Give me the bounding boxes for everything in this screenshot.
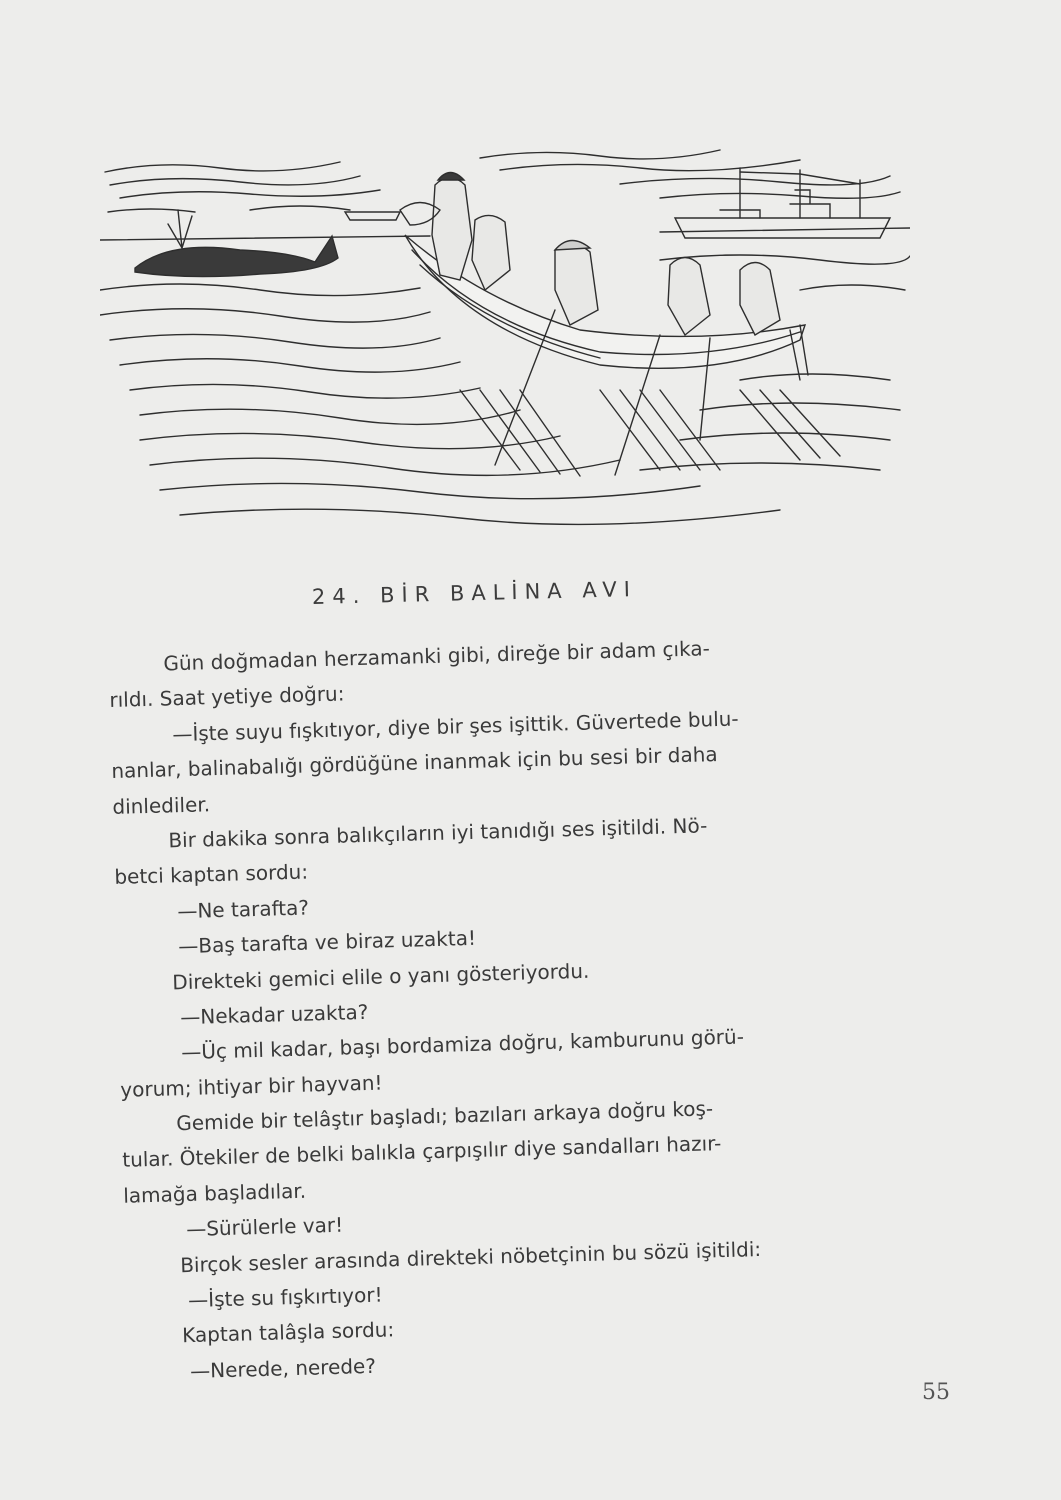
text-line: rıldı. Saat yetiye doğru: xyxy=(109,681,345,713)
chapter-title: BİR BALİNA AVI xyxy=(379,577,638,608)
text-line: tular. Ötekiler de belki balıkla çarpışılır diye sandalları hazır- xyxy=(121,1131,722,1173)
text-line: —İşte su fışkırtıyor! xyxy=(187,1282,383,1313)
text-line: dinlediler. xyxy=(112,791,211,819)
text-line: Bir dakika sonra balıkçıların iyi tanıdığı ses işitildi. Nö- xyxy=(168,813,708,853)
text-line: lamağa başladılar. xyxy=(122,1178,307,1208)
text-line: —Üç mil kadar, başı bordamiza doğru, kamburunu görü- xyxy=(180,1024,745,1065)
text-line: Direkteki gemici elile o yanı gösteriyordu. xyxy=(172,958,590,994)
story-text xyxy=(108,624,978,1391)
text-line: Kaptan talâşla sordu: xyxy=(181,1317,395,1348)
text-line: Birçok sesler arasında direkteki nöbetçinin bu sözü işitildi: xyxy=(179,1236,762,1277)
text-line: —Nekadar uzakta? xyxy=(179,999,369,1030)
text-line: Gemide bir telâştır başladı; bazıları arkaya doğru koş- xyxy=(175,1096,714,1136)
text-line: betci kaptan sordu: xyxy=(114,859,309,890)
text-line: —Ne tarafta? xyxy=(177,895,310,923)
text-line: —İşte suyu fışkıtıyor, diye bir şes işittik. Güvertede bulu- xyxy=(172,706,739,747)
text-line: yorum; ihtiyar bir hayvan! xyxy=(119,1070,383,1102)
text-line: —Nerede, nerede? xyxy=(189,1353,377,1383)
page-number: 55 xyxy=(922,1380,950,1405)
whaling-boat-illustration-icon xyxy=(100,140,910,540)
chapter-heading xyxy=(312,577,637,609)
chapter-number: 24. xyxy=(311,583,367,609)
text-line: Gün doğmadan herzamanki gibi, direğe bir adam çıka- xyxy=(163,636,711,676)
text-line: —Baş tarafta ve biraz uzakta! xyxy=(178,925,477,959)
text-line: —Sürülerle var! xyxy=(185,1212,344,1242)
text-line: nanlar, balinabalığı gördüğüne inanmak için bu sesi bir daha xyxy=(111,742,718,784)
